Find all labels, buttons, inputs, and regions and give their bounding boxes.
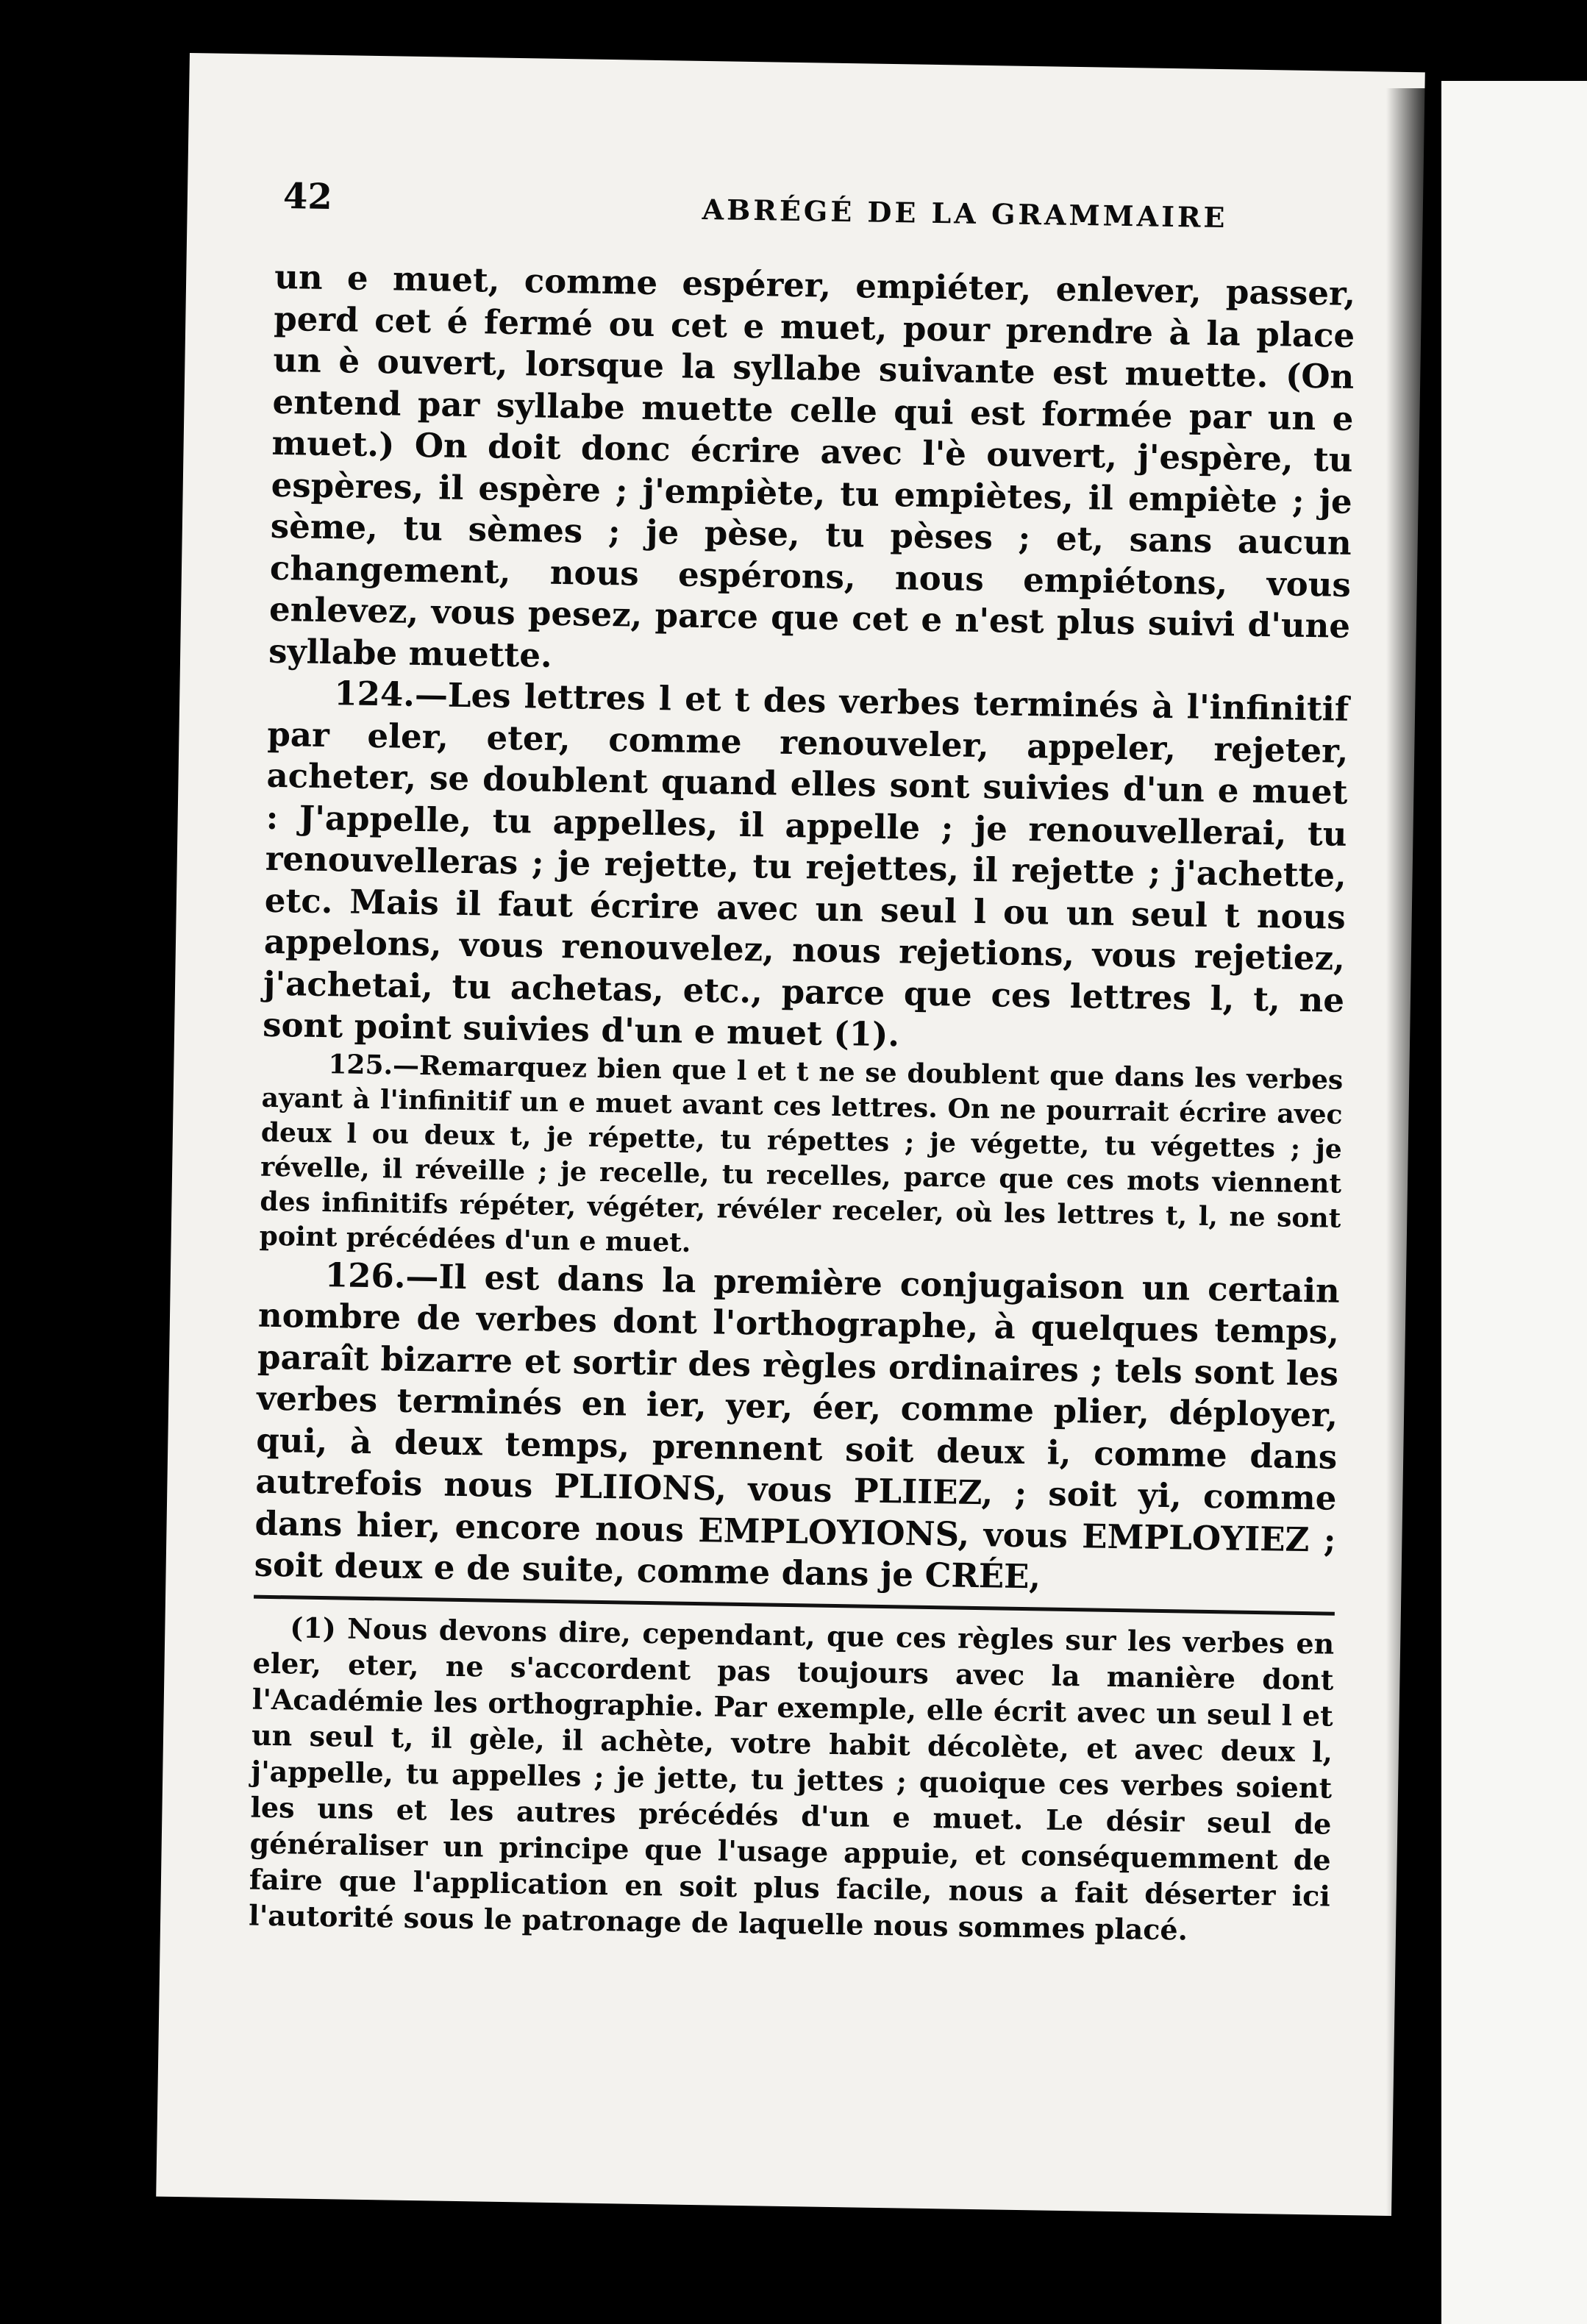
paragraph-124: 124.—Les lettres l et t des verbes terminés à l'infinitif par eler, eter, comme renouveler, appeler, rejeter, acheter, se doublent quand elles sont suivies d'un e muet : J'appelle, tu appelles, il appelle ; je renouvellerai, tu renouvelleras ; je rejette, tu rejettes, il rejette ; j'achette, etc. Mais il faut écrire avec un seul l ou un seul t nous appelons, vous renouvelez, nous rejetions, vous rejetiez, j'achetai, tu achetas, etc., parce que ces lettres l, t, ne sont point suivies d'un e muet (1). <box>262 674 1349 1055</box>
facing-page-edge <box>1441 81 1587 2324</box>
paragraph-continuation: un e muet, comme espérer, empiéter, enlever, passer, perd cet é fermé ou cet e muet, pour prendre à la place un è ouvert, lorsque la syllabe suivante est muette. (On entend par syllabe muette celle qui est formée par un e muet.) On doit donc écrire avec l'è ouvert, j'espère, tu espères, il espère ; j'empiète, tu empiètes, il empiète ; je sème, tu sèmes ; je pèse, tu pèses ; et, sans aucun changement, nous espérons, nous empiétons, vous enlevez, vous pesez, parce que cet e n'est plus suivi d'une syllabe muette. <box>268 257 1356 675</box>
paragraph-126: 126.—Il est dans la première conjugaison un certain nombre de verbes dont l'orthographe, à quelques temps, paraît bizarre et sortir des règles ordinaires ; tels sont les verbes terminés en ier, yer, éer, comme plier, déployer, qui, à deux temps, prennent soit deux i, comme dans autrefois nous PLIIONS, vous PLIIEZ, ; soit yi, comme dans hier, encore nous EMPLOYIONS, vous EMPLOYIEZ ; soit deux e de suite, comme dans je CRÉE, <box>254 1255 1341 1597</box>
book-page <box>156 53 1425 2216</box>
running-title: ABRÉGÉ DE LA GRAMMAIRE <box>702 192 1228 235</box>
footnote: (1) Nous devons dire, cependant, que ces règles sur les verbes en eler, eter, ne s'accordent pas toujours avec la manière dont l'Académie les orthographie. Par exemple, elle écrit avec un seul l et un seul t, il gèle, il achète, votre habit décolète, et avec deux l, j'appelle, tu appelles ; je jette, tu jettes ; quoique ces verbes soient les uns et les autres précédés d'un e muet. Le désir seul de généraliser un principe que l'usage appuie, et conséquemment de faire que l'application en soit plus facile, nous a fait déserter ici l'autorité sous le patronage de laquelle nous sommes placé. <box>248 1610 1335 1947</box>
paragraph-125: 125.—Remarquez bien que l et t ne se doublent que dans les verbes ayant à l'infinitif un e muet avant ces lettres. On ne pourrait écrire avec deux l ou deux t, je répette, tu répettes ; je végette, tu végettes ; je révelle, il réveille ; je recelle, tu recelles, parce que ces mots viennent des infinitifs répéter, végéter, révéler receler, où les lettres t, l, ne sont point précédées d'un e muet. <box>259 1048 1344 1258</box>
page-number: 42 <box>282 176 333 218</box>
page-header <box>282 176 1349 244</box>
page-body <box>249 257 1356 1950</box>
binding-shadow <box>1386 88 1430 2258</box>
